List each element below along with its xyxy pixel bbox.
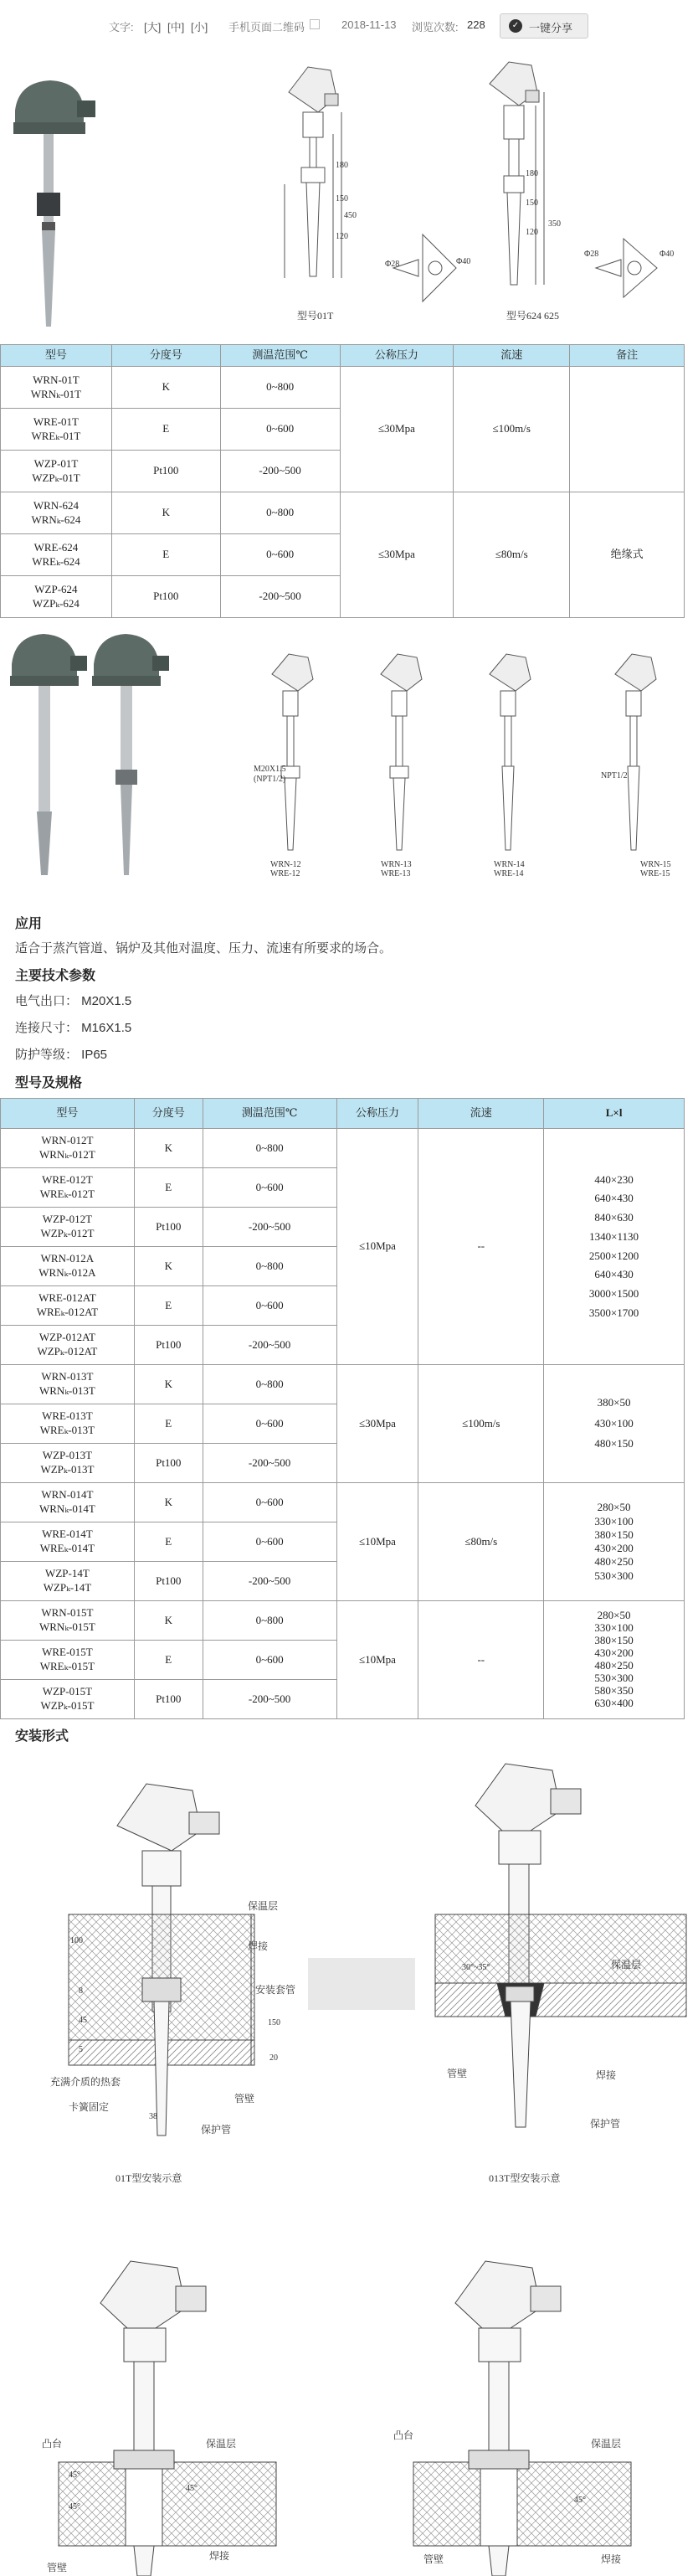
table-row: [1, 367, 685, 409]
dim-label: 180: [526, 169, 538, 178]
lxl-value: 480×250: [594, 1659, 634, 1672]
tech-param-line: 连接尺寸： M16X1.5: [15, 1021, 132, 1035]
speed-cell: ≤100m/s: [418, 1365, 544, 1483]
range-cell: -200~500: [203, 1444, 336, 1483]
share-button[interactable]: [500, 13, 588, 39]
diagram-label: 充满介质的热套: [50, 2076, 121, 2088]
font-size-large-link[interactable]: [大]: [144, 21, 162, 33]
column-header: 测温范围℃: [203, 1099, 336, 1129]
diagram-label: 保温层: [248, 1900, 279, 1912]
model-cell: WRE-01T: [33, 415, 79, 428]
diagram-label: 安装套管: [255, 1984, 296, 1996]
lxl-value: 380×150: [594, 1634, 634, 1647]
share-button-label: 一键分享: [529, 22, 573, 34]
note-cell: [570, 367, 685, 492]
lxl-value: 640×430: [594, 1268, 634, 1281]
dim-label: 150: [336, 194, 348, 204]
division-cell: E: [134, 1404, 203, 1444]
article-meta-bar: [0, 0, 698, 52]
model-cell: WZP-14T: [45, 1567, 90, 1580]
lxl-value: 640×430: [594, 1192, 634, 1205]
model-cell: WZP-012AT: [38, 1331, 95, 1344]
font-size-medium-link[interactable]: [中]: [167, 21, 185, 33]
column-header: 流速: [454, 345, 570, 367]
diagram-label: 45°: [69, 2470, 80, 2480]
pressure-cell: ≤30Mpa: [340, 492, 454, 618]
range-cell: 0~600: [203, 1641, 336, 1680]
thread-label: M20X1.5: [254, 765, 286, 774]
text-size-label: 文字:: [109, 21, 134, 33]
dim-label: 5: [79, 2045, 83, 2054]
cross-section-1: [393, 234, 456, 301]
install-diagrams: [0, 1750, 698, 2576]
model-cell: WRE-012AT: [38, 1291, 96, 1305]
thread-label: NPT1/2: [601, 771, 628, 781]
pressure-cell: ≤30Mpa: [340, 367, 454, 492]
dim-label: 8: [79, 1986, 83, 1996]
range-cell: -200~500: [203, 1680, 336, 1719]
thermocouple-photo-1: [13, 80, 95, 327]
application-text: 适合于蒸汽管道、锅炉及其他对温度、压力、流速有所要求的场合。: [15, 941, 393, 956]
range-cell: 0~600: [203, 1404, 336, 1444]
division-cell: K: [134, 1365, 203, 1404]
lxl-value: 430×200: [594, 1542, 634, 1554]
model-caption-624: 型号624 625: [506, 310, 560, 322]
dim-label: 450: [344, 211, 357, 220]
dim-label: Φ40: [456, 257, 471, 266]
dim-label: 120: [336, 232, 348, 241]
tech-params-heading: 主要技术参数: [15, 969, 96, 983]
model-cell: WRN-013T: [41, 1370, 94, 1383]
model-specs-heading: 型号及规格: [15, 1076, 83, 1090]
speed-cell: ≤80m/s: [454, 492, 570, 618]
qr-code-icon[interactable]: [310, 19, 320, 29]
tech-param-line: 防护等级： IP65: [15, 1048, 108, 1062]
model-cell: WREₖ-012AT: [36, 1306, 99, 1318]
pressure-cell: ≤30Mpa: [336, 1365, 418, 1483]
range-cell: 0~600: [220, 409, 340, 451]
model-caption: WRN-14: [494, 860, 525, 869]
division-cell: Pt100: [134, 1444, 203, 1483]
diagram-label: 保护管: [590, 2118, 621, 2130]
division-cell: Pt100: [111, 576, 220, 618]
diagram-label: 45°: [69, 2502, 80, 2512]
division-cell: Pt100: [111, 451, 220, 492]
install-diagram-3: [59, 2261, 276, 2576]
diagram-label: 30°~35°: [462, 1963, 490, 1972]
thermocouple-photo-3: [92, 634, 169, 875]
division-cell: E: [134, 1522, 203, 1562]
diagram-caption: 013T型安装示意: [489, 2172, 561, 2184]
diagram-label: 卡簧固定: [69, 2101, 110, 2113]
division-cell: E: [111, 534, 220, 576]
lxl-value: 480×250: [594, 1555, 634, 1569]
model-cell: WZPₖ-14T: [43, 1581, 92, 1594]
column-header: 测温范围℃: [220, 345, 340, 367]
diagram-label: 保温层: [611, 1959, 642, 1971]
model-caption: WRE-12: [270, 869, 300, 878]
range-cell: 0~600: [203, 1168, 336, 1208]
range-cell: -200~500: [203, 1326, 336, 1365]
dim-label: 180: [336, 161, 348, 170]
range-cell: 0~800: [220, 367, 340, 409]
lxl-value: 330×100: [594, 1514, 634, 1528]
model-cell: WRN-015T: [41, 1606, 94, 1620]
table-row: [1, 492, 685, 534]
drawing-wrn-15: [615, 654, 656, 850]
model-cell: WREₖ-012T: [39, 1188, 95, 1200]
column-header: 公称压力: [336, 1099, 418, 1129]
speed-cell: --: [418, 1601, 544, 1719]
column-header: 流速: [418, 1099, 544, 1129]
views-count: 228: [467, 18, 485, 31]
spec-table-1: [0, 344, 685, 618]
model-cell: WREₖ-014T: [39, 1542, 95, 1554]
model-cell: WRNₖ-015T: [38, 1620, 95, 1633]
range-cell: 0~600: [203, 1286, 336, 1326]
speed-cell: --: [418, 1129, 544, 1365]
model-cell: WRE-012T: [42, 1173, 93, 1187]
column-header: 分度号: [111, 345, 220, 367]
lxl-value: 3500×1700: [588, 1306, 639, 1319]
model-caption: WRE-13: [381, 869, 411, 878]
dim-label: Φ28: [385, 260, 400, 269]
dim-label: 150: [526, 198, 538, 208]
model-cell: WRNₖ-012T: [38, 1148, 95, 1161]
diagram-label: 保护管: [201, 2124, 232, 2136]
tech-param-line: 电气出口： M20X1.5: [15, 994, 132, 1008]
dim-label: 100: [70, 1936, 83, 1945]
dim-label: 20: [269, 2053, 278, 2063]
range-cell: 0~600: [203, 1483, 336, 1522]
lxl-value: 430×100: [594, 1416, 634, 1430]
model-cell: WRN-014T: [41, 1488, 94, 1502]
division-cell: K: [111, 492, 220, 534]
drawing-wrn-12: [272, 654, 313, 850]
diagram-label: 焊接: [596, 2069, 617, 2081]
share-icon: ✓: [509, 19, 522, 33]
model-cell: WRN-012A: [40, 1252, 95, 1265]
model-cell: WRN-01T: [33, 373, 80, 386]
model-cell: WRNₖ-01T: [30, 387, 82, 400]
division-cell: Pt100: [134, 1208, 203, 1247]
model-caption: WRE-14: [494, 869, 524, 878]
diagram-label: 保温层: [591, 2438, 622, 2450]
dim-label: 45: [79, 2016, 87, 2025]
lxl-value: 380×50: [597, 1395, 631, 1409]
division-cell: E: [111, 409, 220, 451]
table-row: [1, 1365, 685, 1404]
model-caption: WRE-15: [640, 869, 670, 878]
install-diagram-013t: [435, 1764, 686, 2127]
diagram-label: 45°: [574, 2496, 586, 2505]
column-header: 型号: [1, 345, 112, 367]
table-row: [1, 1601, 685, 1641]
product-figure-01t-624: [0, 59, 698, 343]
division-cell: Pt100: [134, 1562, 203, 1601]
dim-label: 120: [526, 228, 538, 237]
model-cell: WREₖ-624: [32, 554, 80, 568]
division-cell: K: [134, 1129, 203, 1168]
dim-label: 150: [268, 2018, 280, 2027]
table-row: [1, 1129, 685, 1168]
diagram-label: 保温层: [206, 2438, 237, 2450]
division-cell: E: [134, 1168, 203, 1208]
lxl-value: 530×300: [594, 1671, 634, 1684]
model-cell: WREₖ-013T: [39, 1424, 95, 1436]
drawing-wrn-13: [381, 654, 422, 850]
pressure-cell: ≤10Mpa: [336, 1483, 418, 1601]
thread-label: (NPT1/2): [254, 775, 286, 784]
model-cell: WRE-014T: [42, 1528, 93, 1541]
column-header: 分度号: [134, 1099, 203, 1129]
dim-label: Φ40: [660, 250, 675, 259]
watermark-box: [308, 1958, 415, 2010]
model-cell: WRN-012T: [41, 1134, 94, 1147]
dim-label: 350: [548, 219, 561, 229]
model-cell: WZP-013T: [42, 1449, 93, 1462]
drawing-wrn-14: [490, 654, 531, 850]
model-cell: WRNₖ-012A: [38, 1266, 96, 1279]
lxl-value: 330×100: [594, 1621, 634, 1635]
speed-cell: ≤100m/s: [454, 367, 570, 492]
mobile-qr-link[interactable]: 手机页面二维码: [228, 21, 305, 33]
lxl-value: 530×300: [594, 1569, 634, 1582]
diagram-caption: 01T型安装示意: [115, 2172, 182, 2184]
division-cell: E: [134, 1286, 203, 1326]
model-cell: WRE-624: [33, 540, 79, 554]
model-cell: WZPₖ-013T: [40, 1463, 95, 1476]
install-diagram-4: [413, 2261, 631, 2576]
pressure-cell: ≤10Mpa: [336, 1129, 418, 1365]
lxl-value: 280×50: [597, 1501, 631, 1514]
model-cell: WZP-015T: [42, 1685, 93, 1698]
application-heading: 应用: [15, 917, 43, 931]
dim-label: Φ28: [584, 250, 599, 259]
lxl-value: 580×350: [594, 1683, 634, 1697]
model-cell: WZPₖ-012T: [40, 1227, 95, 1239]
diagram-label: 管壁: [423, 2553, 444, 2565]
column-header: L×l: [544, 1099, 685, 1129]
column-header: 公称压力: [340, 345, 454, 367]
product-figure-12-15: [0, 624, 698, 884]
division-cell: Pt100: [134, 1326, 203, 1365]
division-cell: K: [134, 1247, 203, 1286]
model-cell: WRNₖ-013T: [38, 1384, 95, 1397]
division-cell: Pt100: [134, 1680, 203, 1719]
division-cell: K: [134, 1483, 203, 1522]
lxl-cell: [544, 1365, 685, 1483]
model-caption: WRN-15: [640, 860, 671, 869]
range-cell: 0~800: [203, 1247, 336, 1286]
model-cell: WZPₖ-01T: [32, 471, 80, 484]
install-heading: 安装形式: [15, 1729, 69, 1744]
diagram-label: 管壁: [447, 2068, 468, 2079]
diagram-label: 焊接: [209, 2550, 230, 2562]
model-cell: WZP-01T: [33, 456, 79, 470]
model-cell: WZPₖ-012AT: [37, 1345, 98, 1358]
model-cell: WRN-624: [33, 498, 80, 512]
thermocouple-photo-2: [10, 634, 87, 875]
spec-table-2: [0, 1098, 685, 1719]
lxl-cell: [544, 1601, 685, 1719]
lxl-value: 430×200: [594, 1646, 634, 1660]
diagram-label: 45°: [186, 2484, 198, 2493]
model-cell: WZPₖ-624: [32, 596, 80, 610]
model-cell: WRE-013T: [42, 1409, 93, 1423]
range-cell: 0~600: [203, 1522, 336, 1562]
lxl-value: 480×150: [594, 1437, 634, 1450]
model-caption-01t: 型号01T: [297, 310, 334, 322]
lxl-value: 440×230: [594, 1172, 634, 1186]
lxl-cell: [544, 1483, 685, 1601]
range-cell: -200~500: [220, 451, 340, 492]
diagram-label: 焊接: [601, 2553, 622, 2565]
lxl-value: 1340×1130: [589, 1229, 639, 1243]
lxl-value: 280×50: [597, 1609, 631, 1622]
table-row: [1, 1483, 685, 1522]
division-cell: E: [134, 1641, 203, 1680]
lxl-value: 2500×1200: [588, 1249, 639, 1262]
publish-date: 2018-11-13: [341, 18, 397, 31]
font-size-small-link[interactable]: [小]: [191, 21, 208, 33]
diagram-label: 管壁: [234, 2093, 255, 2105]
model-caption: WRN-12: [270, 860, 301, 869]
model-caption: WRN-13: [381, 860, 412, 869]
cross-section-2: [596, 239, 657, 297]
model-cell: WZP-624: [34, 582, 78, 595]
pressure-cell: ≤10Mpa: [336, 1601, 418, 1719]
range-cell: 0~800: [203, 1365, 336, 1404]
column-header: 型号: [1, 1099, 135, 1129]
lxl-value: 380×150: [594, 1528, 634, 1541]
model-cell: WREₖ-01T: [31, 429, 81, 442]
model-cell: WRNₖ-624: [31, 513, 81, 526]
range-cell: -200~500: [220, 576, 340, 618]
model-cell: WREₖ-015T: [39, 1660, 95, 1672]
model-cell: WZPₖ-015T: [40, 1699, 95, 1712]
diagram-label: 凸台: [393, 2429, 414, 2441]
range-cell: 0~600: [220, 534, 340, 576]
lxl-value: 840×630: [594, 1211, 634, 1224]
range-cell: 0~800: [203, 1129, 336, 1168]
diagram-label: 凸台: [42, 2438, 63, 2450]
model-cell: WZP-012T: [42, 1213, 93, 1226]
lxl-value: 630×400: [594, 1696, 634, 1709]
dim-label: 38: [149, 2112, 157, 2121]
lxl-value: 3000×1500: [588, 1287, 639, 1300]
speed-cell: ≤80m/s: [418, 1483, 544, 1601]
division-cell: K: [134, 1601, 203, 1641]
drawing-01t: [285, 67, 341, 278]
division-cell: K: [111, 367, 220, 409]
range-cell: -200~500: [203, 1562, 336, 1601]
column-header: 备注: [570, 345, 685, 367]
model-cell: WRNₖ-014T: [38, 1502, 95, 1515]
views-label: 浏览次数:: [412, 21, 459, 33]
range-cell: 0~800: [220, 492, 340, 534]
diagram-label: 管壁: [47, 2562, 68, 2573]
note-cell: 绝缘式: [570, 492, 685, 618]
lxl-cell: [544, 1129, 685, 1365]
model-cell: WRE-015T: [42, 1646, 93, 1659]
range-cell: -200~500: [203, 1208, 336, 1247]
range-cell: 0~800: [203, 1601, 336, 1641]
diagram-label: 焊接: [248, 1940, 269, 1952]
